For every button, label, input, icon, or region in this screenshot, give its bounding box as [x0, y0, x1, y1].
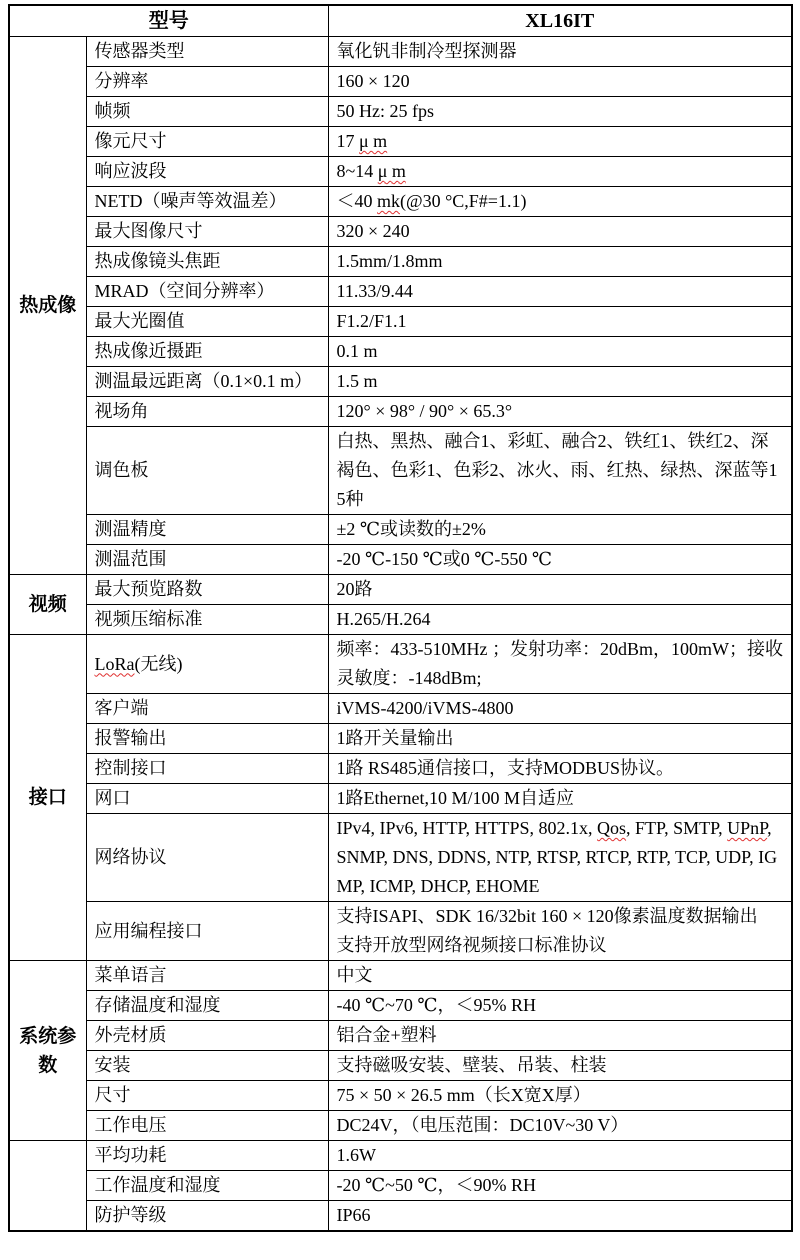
group-cell: 视频: [9, 575, 86, 635]
table-row: [9, 1201, 792, 1232]
param-cell: [86, 1201, 328, 1232]
text-segment: 频率：433-510MHz ；发射功率：20dBm，100mW；接收灵敏度：-148dBm;: [336, 639, 783, 688]
spec-table-body: [9, 37, 792, 1232]
model-label: 型号: [9, 5, 328, 37]
text-segment: , FTP, SMTP,: [626, 818, 728, 838]
table-row: [9, 277, 792, 307]
value-cell: [328, 1081, 792, 1111]
text-segment: 存储温度和湿度: [94, 995, 221, 1015]
table-row: [9, 1051, 792, 1081]
text-segment: IPv4, IPv6, HTTP, HTTPS, 802.1x,: [336, 818, 598, 838]
text-segment: iVMS-4200/iVMS-4800: [336, 698, 514, 718]
header-row: [9, 5, 792, 37]
text-segment: 1路Ethernet,10 M/100 M自适应: [336, 788, 574, 808]
text-segment: -20 ℃-150 ℃或0 ℃-550 ℃: [336, 549, 553, 569]
param-cell: [86, 1171, 328, 1201]
value-cell: [328, 217, 792, 247]
group-cell: 热成像: [9, 37, 86, 575]
param-cell: [86, 427, 328, 515]
text-segment: 120° × 98° / 90° × 65.3°: [336, 401, 513, 421]
param-cell: [86, 1051, 328, 1081]
param-cell: [86, 1081, 328, 1111]
value-cell: [328, 187, 792, 217]
text-segment: 20路: [336, 579, 373, 599]
text-segment: (@30 °C,F#=1.1): [400, 191, 527, 211]
text-segment: -40 ℃~70 ℃，＜95% RH: [336, 995, 537, 1015]
param-cell: [86, 397, 328, 427]
value-cell: [328, 991, 792, 1021]
table-row: [9, 635, 792, 694]
text-segment: 50 Hz: 25 fps: [336, 101, 434, 121]
table-row: [9, 337, 792, 367]
table-row: [9, 67, 792, 97]
param-cell: [86, 217, 328, 247]
text-segment: 支持ISAPI、SDK 16/32bit 160 × 120像素温度数据输出: [336, 906, 758, 926]
text-segment: MRAD（空间分辨率）: [94, 281, 275, 301]
text-segment: 160 × 120: [336, 71, 410, 91]
text-segment: 防护等级: [94, 1205, 167, 1225]
value-line: [337, 931, 784, 960]
param-cell: [86, 1021, 328, 1051]
table-row: [9, 575, 792, 605]
text-segment: 支持开放型网络视频接口标准协议: [336, 935, 607, 955]
text-segment: 工作电压: [94, 1115, 167, 1135]
value-cell: [328, 784, 792, 814]
text-segment: 0.1 m: [336, 341, 378, 361]
text-segment: F1.2/F1.1: [336, 311, 407, 331]
param-cell: [86, 277, 328, 307]
param-cell: [86, 67, 328, 97]
text-segment: 测温精度: [94, 519, 167, 539]
spellcheck-underline-text: μ m: [377, 161, 406, 181]
text-segment: ＜40: [336, 191, 377, 211]
text-segment: 菜单语言: [94, 965, 167, 985]
param-cell: [86, 187, 328, 217]
text-segment: 网络协议: [94, 847, 167, 867]
value-cell: [328, 67, 792, 97]
spec-table: [8, 4, 793, 1232]
param-cell: [86, 157, 328, 187]
text-segment: NETD（噪声等效温差）: [94, 191, 287, 211]
value-cell: [328, 337, 792, 367]
text-segment: 分辨率: [94, 71, 149, 91]
param-cell: [86, 961, 328, 991]
param-cell: [86, 605, 328, 635]
table-row: [9, 187, 792, 217]
table-row: [9, 127, 792, 157]
value-cell: [328, 575, 792, 605]
text-segment: 应用编程接口: [94, 920, 203, 941]
spellcheck-underline-text: mk: [377, 191, 401, 211]
table-row: [9, 694, 792, 724]
text-segment: 测温范围: [94, 549, 167, 569]
table-row: [9, 1141, 792, 1171]
param-cell: [86, 337, 328, 367]
param-cell: [86, 1111, 328, 1141]
param-cell: [86, 814, 328, 902]
value-cell: [328, 902, 792, 961]
text-segment: , SNMP, DNS, DDNS, NTP, RTSP, RTCP, RTP, TCP, UDP, IGMP, ICMP, DHCP, EHOME: [336, 818, 778, 896]
table-row: [9, 814, 792, 902]
text-segment: 320 × 240: [336, 221, 410, 241]
text-segment: 调色板: [94, 460, 149, 480]
value-cell: [328, 1021, 792, 1051]
param-cell: [86, 694, 328, 724]
table-row: [9, 1171, 792, 1201]
model-value: XL16IT: [328, 5, 792, 37]
table-row: [9, 1021, 792, 1051]
text-segment: 氧化钒非制冷型探测器: [336, 41, 517, 61]
text-segment: IP66: [336, 1205, 371, 1225]
text-segment: 工作温度和湿度: [94, 1175, 221, 1195]
table-row: [9, 1081, 792, 1111]
table-row: [9, 754, 792, 784]
param-cell: [86, 575, 328, 605]
table-row: [9, 427, 792, 515]
value-line: [337, 902, 784, 931]
table-row: [9, 367, 792, 397]
text-segment: 测温最远距离（0.1×0.1 m）: [94, 371, 313, 391]
value-cell: [328, 1051, 792, 1081]
text-segment: 中文: [336, 965, 373, 985]
param-cell: [86, 127, 328, 157]
text-segment: 响应波段: [94, 161, 167, 181]
value-cell: [328, 97, 792, 127]
value-cell: [328, 1141, 792, 1171]
table-row: [9, 724, 792, 754]
text-segment: 传感器类型: [94, 41, 185, 61]
param-cell: [86, 724, 328, 754]
table-row: [9, 515, 792, 545]
value-cell: [328, 545, 792, 575]
table-row: [9, 307, 792, 337]
spellcheck-underline-text: μ m: [359, 131, 388, 151]
param-cell: [86, 307, 328, 337]
table-row: [9, 991, 792, 1021]
text-segment: 75 × 50 × 26.5 mm（长X宽X厚）: [336, 1085, 591, 1105]
value-cell: [328, 1171, 792, 1201]
spellcheck-underline-text: UPnP: [727, 818, 768, 838]
param-cell: [86, 1141, 328, 1171]
text-segment: 报警输出: [94, 728, 167, 748]
text-segment: 像元尺寸: [94, 131, 167, 151]
text-segment: DC24V，（电压范围：DC10V~30 V）: [336, 1115, 629, 1135]
spellcheck-underline-text: LoRa: [94, 653, 135, 674]
value-cell: [328, 1201, 792, 1232]
text-segment: 11.33/9.44: [336, 281, 413, 301]
value-cell: [328, 157, 792, 187]
text-segment: 帧频: [94, 101, 131, 121]
text-segment: 视场角: [94, 401, 149, 421]
value-cell: [328, 127, 792, 157]
value-cell: [328, 37, 792, 67]
param-cell: [86, 515, 328, 545]
text-segment: 铝合金+塑料: [336, 1025, 437, 1045]
param-cell: [86, 545, 328, 575]
table-row: [9, 97, 792, 127]
text-segment: 17: [336, 131, 359, 151]
value-cell: [328, 961, 792, 991]
table-row: [9, 37, 792, 67]
text-segment: 网口: [94, 788, 131, 808]
text-segment: 尺寸: [94, 1085, 131, 1105]
value-cell: [328, 605, 792, 635]
value-cell: [328, 754, 792, 784]
text-segment: ±2 ℃或读数的±2%: [336, 519, 486, 539]
value-cell: [328, 694, 792, 724]
value-cell: [328, 307, 792, 337]
text-segment: 1.5 m: [336, 371, 378, 391]
value-cell: [328, 367, 792, 397]
table-row: [9, 1111, 792, 1141]
text-segment: 视频压缩标准: [94, 609, 203, 629]
text-segment: 最大预览路数: [94, 579, 203, 599]
value-cell: [328, 1111, 792, 1141]
value-cell: [328, 397, 792, 427]
value-cell: [328, 515, 792, 545]
table-row: [9, 605, 792, 635]
param-cell: [86, 97, 328, 127]
table-row: [9, 902, 792, 961]
text-segment: -20 ℃~50 ℃，＜90% RH: [336, 1175, 537, 1195]
param-cell: [86, 247, 328, 277]
value-cell: [328, 635, 792, 694]
table-row: [9, 157, 792, 187]
spellcheck-underline-text: Qos: [597, 818, 627, 838]
text-segment: 1.6W: [336, 1145, 376, 1165]
group-cell: 接口: [9, 635, 86, 961]
value-cell: [328, 277, 792, 307]
value-cell: [328, 427, 792, 515]
table-row: [9, 961, 792, 991]
text-segment: 白热、黑热、融合1、彩虹、融合2、铁红1、铁红2、深褐色、色彩1、色彩2、冰火、雨、红热、绿热、深蓝等15种: [336, 431, 778, 509]
text-segment: (无线): [134, 653, 183, 674]
table-row: [9, 217, 792, 247]
text-segment: 安装: [94, 1055, 131, 1075]
text-segment: 控制接口: [94, 758, 167, 778]
text-segment: 平均功耗: [94, 1145, 167, 1165]
text-segment: 客户端: [94, 698, 149, 718]
text-segment: 热成像近摄距: [94, 341, 203, 361]
param-cell: [86, 367, 328, 397]
value-cell: [328, 814, 792, 902]
param-cell: [86, 37, 328, 67]
text-segment: 最大光圈值: [94, 311, 185, 331]
text-segment: 8~14: [336, 161, 378, 181]
param-cell: [86, 754, 328, 784]
group-cell: 系统参数: [9, 961, 86, 1141]
text-segment: 热成像镜头焦距: [94, 251, 221, 271]
table-row: [9, 397, 792, 427]
text-segment: H.265/H.264: [336, 609, 431, 629]
table-row: [9, 545, 792, 575]
text-segment: 1路开关量输出: [336, 728, 454, 748]
table-row: [9, 247, 792, 277]
value-cell: [328, 724, 792, 754]
text-segment: 1.5mm/1.8mm: [336, 251, 443, 271]
value-cell: [328, 247, 792, 277]
param-cell: [86, 635, 328, 694]
group-cell: [9, 1141, 86, 1232]
table-row: [9, 784, 792, 814]
param-cell: [86, 784, 328, 814]
param-cell: [86, 991, 328, 1021]
text-segment: 最大图像尺寸: [94, 221, 203, 241]
text-segment: 支持磁吸安装、壁装、吊装、柱装: [336, 1055, 607, 1075]
param-cell: [86, 902, 328, 961]
text-segment: 1路 RS485通信接口，支持MODBUS协议。: [336, 758, 675, 778]
text-segment: 外壳材质: [94, 1025, 167, 1045]
